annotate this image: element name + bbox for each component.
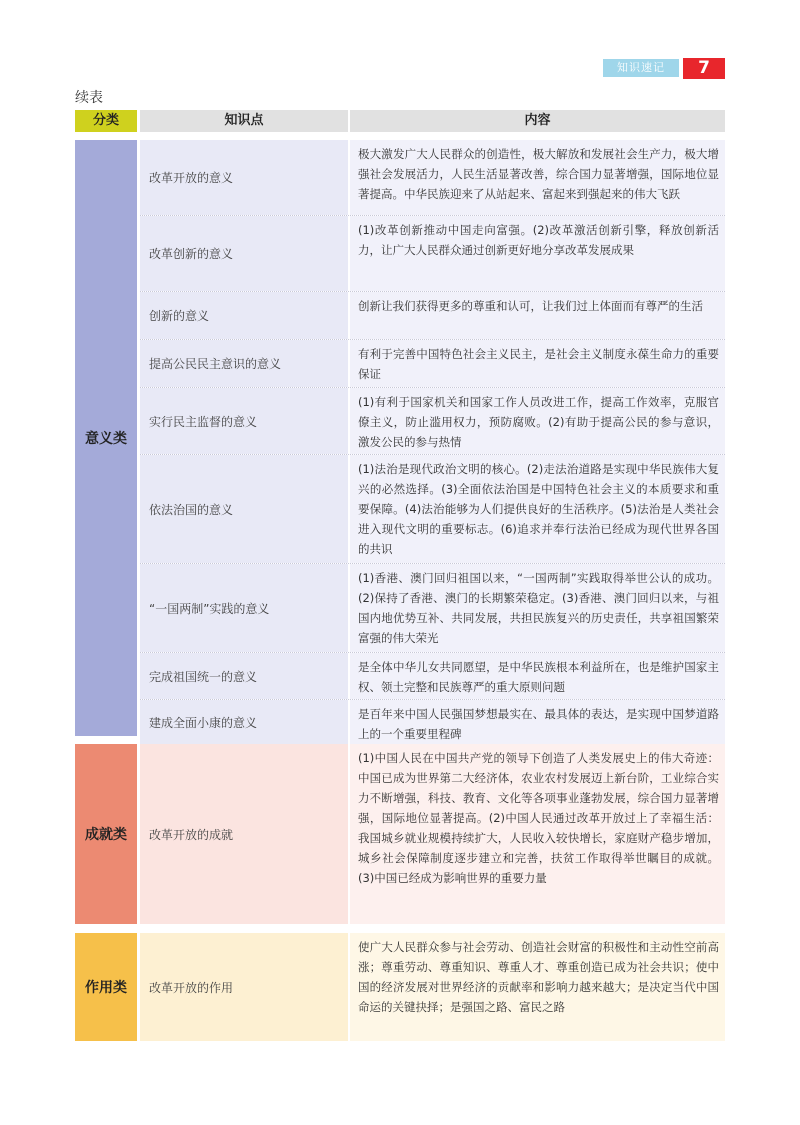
knowledge-point: 实行民主监督的意义	[140, 388, 348, 454]
knowledge-point: 改革开放的意义	[140, 140, 348, 215]
table-row	[140, 700, 725, 744]
content-text: (1)法治是现代政治文明的核心。(2)走法治道路是实现中华民族伟大复兴的必然选择。(3)全面依法治国是中国特色社会主义的本质要求和重要保障。(4)法治能够为人们提供良好的生活秩序。(5)法治是人类社会进入现代文明的重要标志。(6)追求并奉行法治已经成为现代世界各国的共识	[350, 455, 725, 563]
content-text: 使广大人民群众参与社会劳动、创造社会财富的积极性和主动性空前高涨；尊重劳动、尊重知识、尊重人才、尊重创造已成为社会共识；使中国的经济发展对世界经济的贡献率和影响力越来越大；是决定当代中国命运的关键抉择；是强国之路、富民之路	[350, 933, 725, 1041]
section-tag: 知识速记	[603, 59, 679, 77]
table-row	[140, 140, 725, 216]
category-label: 成就类	[75, 744, 137, 924]
category-label: 意义类	[75, 140, 137, 736]
content-text: (1)香港、澳门回归祖国以来，“一国两制”实践取得举世公认的成功。(2)保持了香港、澳门的长期繁荣稳定。(3)香港、澳门回归以来，与祖国内地优势互补、共同发展，共担民族复兴的历史责任，共享祖国繁荣富强的伟大荣光	[350, 564, 725, 652]
category-group-achievement	[75, 744, 725, 924]
page-number: 7	[683, 58, 725, 79]
category-group-significance	[75, 140, 725, 741]
column-header-category: 分类	[75, 110, 137, 132]
table-row	[140, 388, 725, 455]
table-row	[140, 564, 725, 653]
table-row	[140, 653, 725, 700]
column-header-knowledge-point: 知识点	[140, 110, 348, 132]
table-row	[140, 216, 725, 292]
table-row	[140, 292, 725, 340]
category-group-function	[75, 933, 725, 1041]
table-rows	[140, 744, 725, 924]
knowledge-point: 提高公民民主意识的意义	[140, 340, 348, 387]
knowledge-point: 改革开放的作用	[140, 933, 348, 1041]
knowledge-point: 建成全面小康的意义	[140, 700, 348, 744]
content-text: 是全体中华儿女共同愿望，是中华民族根本利益所在，也是维护国家主权、领土完整和民族尊严的重大原则问题	[350, 653, 725, 699]
table-row	[140, 933, 725, 1041]
knowledge-point: “一国两制”实践的意义	[140, 564, 348, 652]
category-label: 作用类	[75, 933, 137, 1041]
table-row	[140, 744, 725, 924]
knowledge-point: 改革开放的成就	[140, 744, 348, 924]
content-text: (1)有利于国家机关和国家工作人员改进工作，提高工作效率，克服官僚主义，防止滥用权力，预防腐败。(2)有助于提高公民的参与意识，激发公民的参与热情	[350, 388, 725, 454]
knowledge-point: 改革创新的意义	[140, 216, 348, 291]
content-text: 极大激发广大人民群众的创造性，极大解放和发展社会生产力，极大增强社会发展活力，人民生活显著改善，综合国力显著增强，国际地位显著提高。中华民族迎来了从站起来、富起来到强起来的伟大飞跃	[350, 140, 725, 215]
continued-label: 续表	[75, 90, 103, 106]
content-text: 创新让我们获得更多的尊重和认可，让我们过上体面而有尊严的生活	[350, 292, 725, 339]
knowledge-point: 完成祖国统一的意义	[140, 653, 348, 699]
table-row	[140, 340, 725, 388]
table-rows	[140, 140, 725, 744]
knowledge-point: 创新的意义	[140, 292, 348, 339]
table-rows	[140, 933, 725, 1041]
column-header-content: 内容	[350, 110, 725, 132]
content-text: (1)中国人民在中国共产党的领导下创造了人类发展史上的伟大奇迹：中国已成为世界第二大经济体，农业农村发展迈上新台阶，工业综合实力不断增强，科技、教育、文化等各项事业蓬勃发展，综合国力显著增强，国际地位显著提高。(2)中国人民通过改革开放过上了幸福生活：我国城乡就业规模持续扩大，人民收入较快增长，家庭财产稳步增加，城乡社会保障制度逐步建立和完善，扶贫工作取得举世瞩目的成就。(3)中国已经成为影响世界的重要力量	[350, 744, 725, 924]
content-text: (1)改革创新推动中国走向富强。(2)改革激活创新引擎，释放创新活力，让广大人民群众通过创新更好地分享改革发展成果	[350, 216, 725, 291]
content-text: 是百年来中国人民强国梦想最实在、最具体的表达，是实现中国梦道路上的一个重要里程碑	[350, 700, 725, 744]
knowledge-point: 依法治国的意义	[140, 455, 348, 563]
content-text: 有利于完善中国特色社会主义民主，是社会主义制度永葆生命力的重要保证	[350, 340, 725, 387]
table-row	[140, 455, 725, 564]
